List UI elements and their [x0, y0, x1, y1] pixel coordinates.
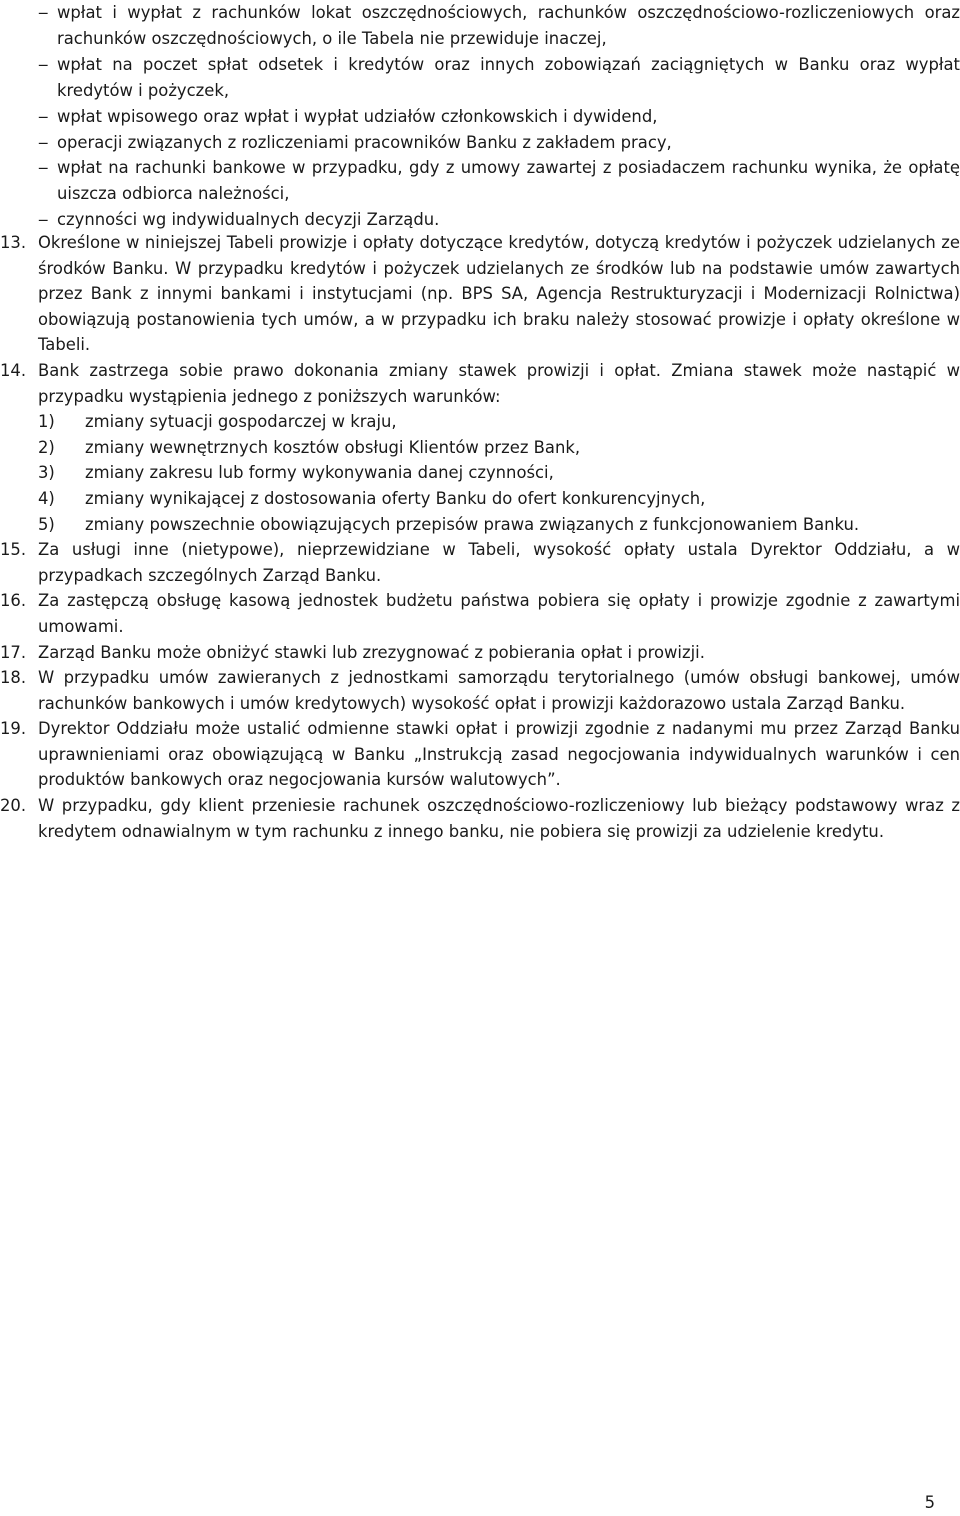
page-number: 5 [924, 1493, 935, 1512]
sub-item-text: zmiany powszechnie obowiązujących przepisów prawa związanych z funkcjonowaniem Banku. [85, 514, 860, 534]
sub-item-text: zmiany zakresu lub formy wykonywania danej czynności, [85, 463, 554, 483]
item-text: Za zastępczą obsługę kasową jednostek budżetu państwa pobiera się opłaty i prowizje zgodnie z zawartymi umowami. [38, 591, 960, 636]
dash-marker: ‒ [38, 54, 49, 74]
dash-marker: ‒ [38, 158, 49, 178]
item-text: Określone w niniejszej Tabeli prowizje i opłaty dotyczące kredytów, dotyczą kredytów i pożyczek udzielanych ze środków Banku. W przypadku kredytów i pożyczek udzielanych ze środków lub na podstawie umów zawartych przez Bank z innymi bankami i instytucjami (np. BPS SA, Agencja Restrukturyzacji i Modernizacji Rolnictwa) obowiązują postanowienia tych umów, a w przypadku ich braku należy stosować prowizje i opłaty określone w Tabeli. [38, 233, 960, 355]
list-item [38, 130, 960, 156]
numbered-item-13 [0, 230, 960, 358]
numbered-item-19 [0, 716, 960, 793]
list-item-text: wpłat wpisowego oraz wpłat i wypłat udziałów członkowskich i dywidend, [57, 106, 658, 126]
sub-item-number: 5) [38, 514, 55, 534]
sub-list-item [38, 435, 960, 461]
numbered-item-15 [0, 537, 960, 588]
item-text: W przypadku umów zawieranych z jednostkami samorządu terytorialnego (umów obsługi bankowej, umów rachunków bankowych i umów kredytowych) wysokość opłat i prowizji każdorazowo ustala Zarząd Banku. [38, 668, 960, 713]
list-item-text: wpłat na poczet spłat odsetek i kredytów oraz innych zobowiązań zaciągniętych w Banku oraz wypłat kredytów i pożyczek, [57, 54, 960, 100]
item-number: 14. [0, 360, 27, 380]
sub-list-item [38, 460, 960, 486]
numbered-list [0, 230, 960, 844]
item-text: W przypadku, gdy klient przeniesie rachunek oszczędnościowo-rozliczeniowy lub bieżący podstawowy wraz z kredytem odnawialnym w tym rachunku z innego banku, nie pobiera się prowizji za udzielenie kredytu. [38, 796, 960, 841]
item-text: Bank zastrzega sobie prawo dokonania zmiany stawek prowizji i opłat. Zmiana stawek może nastąpić w przypadku wystąpienia jednego z poniższych warunków: [38, 360, 960, 406]
sub-item-text: zmiany wewnętrznych kosztów obsługi Klientów przez Bank, [85, 437, 581, 457]
list-item-text: wpłat na rachunki bankowe w przypadku, gdy z umowy zawartej z posiadaczem rachunku wynika, że opłatę uiszcza odbiorca należności, [57, 158, 960, 204]
item-number: 20. [0, 796, 27, 816]
dash-marker: ‒ [38, 210, 49, 230]
sub-list-item [38, 486, 960, 512]
sub-item-text: zmiany sytuacji gospodarczej w kraju, [85, 412, 397, 432]
item-number: 17. [0, 642, 27, 662]
sub-item-number: 2) [38, 437, 55, 457]
dash-marker: ‒ [38, 3, 49, 22]
dash-marker: ‒ [38, 132, 49, 152]
numbered-item-16 [0, 588, 960, 639]
sub-item-number: 4) [38, 488, 55, 508]
item-text: Dyrektor Oddziału może ustalić odmienne stawki opłat i prowizji zgodnie z nadanymi mu przez Zarząd Banku uprawnieniami oraz obowiązującą w Banku „Instrukcją zasad negocjowania indywidualnych warunków i cen produktów bankowych oraz negocjowania kursów walutowych”. [38, 719, 960, 790]
numbered-item-14 [0, 358, 960, 409]
list-item [38, 155, 960, 207]
sub-list-item [38, 409, 960, 435]
numbered-item-17 [0, 640, 960, 666]
item-number: 18. [0, 668, 27, 688]
item-number: 19. [0, 719, 27, 739]
sub-list [0, 409, 960, 537]
item-number: 13. [0, 233, 27, 252]
dash-marker: ‒ [38, 106, 49, 126]
item-number: 15. [0, 540, 27, 560]
dash-list [38, 0, 960, 233]
sub-item-number: 3) [38, 463, 55, 483]
list-item-text: wpłat i wypłat z rachunków lokat oszczędnościowych, rachunków oszczędnościowo-rozliczeniowych oraz rachunków oszczędnościowych, o ile Tabela nie przewiduje inaczej, [57, 3, 960, 48]
item-text: Zarząd Banku może obniżyć stawki lub zrezygnować z pobierania opłat i prowizji. [38, 642, 705, 662]
item-number: 16. [0, 591, 27, 611]
sub-list-item [38, 512, 960, 538]
list-item [38, 104, 960, 130]
sub-item-text: zmiany wynikającej z dostosowania oferty Banku do ofert konkurencyjnych, [85, 488, 706, 508]
list-item [38, 52, 960, 104]
item-text: Za usługi inne (nietypowe), nieprzewidziane w Tabeli, wysokość opłaty ustala Dyrektor Oddziału, a w przypadkach szczególnych Zarząd Banku. [38, 540, 960, 585]
list-item-text: operacji związanych z rozliczeniami pracowników Banku z zakładem pracy, [57, 132, 672, 152]
numbered-item-20 [0, 793, 960, 844]
numbered-item-18 [0, 665, 960, 716]
list-item [38, 0, 960, 52]
sub-item-number: 1) [38, 412, 55, 432]
list-item-text: czynności wg indywidualnych decyzji Zarządu. [57, 210, 440, 230]
